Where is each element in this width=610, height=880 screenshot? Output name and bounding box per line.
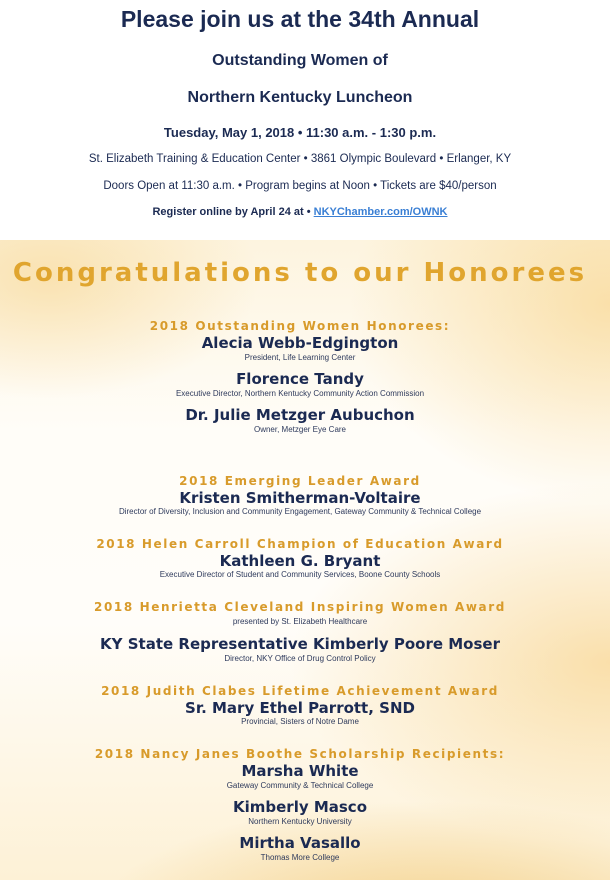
honoree-role: Gateway Community & Technical College [226,781,374,790]
honoree-role: Executive Director, Northern Kentucky Community Action Commission [175,389,425,398]
lifetime-achievement-title: 2018 Judith Clabes Lifetime Achievement Award [101,684,499,698]
invitation-heading: Please join us at the 34th Annual [120,6,480,32]
honoree-name: KY State Representative Kimberly Poore Moser [100,635,500,653]
honoree-name: Kristen Smitherman-Voltaire [179,489,421,507]
honoree-name: Alecia Webb-Edgington [201,334,399,352]
scholarship-title: 2018 Nancy Janes Boothe Scholarship Recipients: [94,747,506,761]
honoree-name: Marsha White [241,762,359,780]
honoree-role: Northern Kentucky University [248,817,352,826]
presented-by: presented by St. Elizabeth Healthcare [232,617,368,626]
honoree-role: Director of Diversity, Inclusion and Community Engagement, Gateway Community & Technical College [118,507,482,516]
event-details-section [0,0,610,240]
event-title-line-2: Northern Kentucky Luncheon [187,89,413,106]
event-ticket-details: Doors Open at 11:30 a.m. • Program begins at Noon • Tickets are $40/person [103,180,497,192]
emerging-leader-title: 2018 Emerging Leader Award [179,474,421,488]
champion-of-education-title: 2018 Helen Carroll Champion of Education Award [96,537,504,551]
inspiring-women-title: 2018 Henrietta Cleveland Inspiring Women Award [94,600,506,614]
honoree-name: Sr. Mary Ethel Parrott, SND [185,699,415,717]
honoree-name: Mirtha Vasallo [239,834,361,852]
honoree-name: Florence Tandy [236,370,364,388]
honoree-role: Executive Director of Student and Community Services, Boone County Schools [159,570,441,579]
honoree-name: Dr. Julie Metzger Aubuchon [185,406,415,424]
honorees-section [0,240,610,880]
honoree-role: Director, NKY Office of Drug Control Policy [224,654,376,663]
event-venue: St. Elizabeth Training & Education Center • 3861 Olympic Boulevard • Erlanger, KY [88,153,512,165]
event-title-line-1: Outstanding Women of [212,52,388,69]
honoree-role: Owner, Metzger Eye Care [253,425,347,434]
honorees-heading: Congratulations to our Honorees [12,258,588,288]
registration-line [0,206,600,218]
honoree-role: President, Life Learning Center [244,353,356,362]
registration-link[interactable]: NKYChamber.com/OWNK [313,206,448,218]
honoree-name: Kimberly Masco [232,798,368,816]
outstanding-women-title: 2018 Outstanding Women Honorees: [149,319,451,333]
event-datetime: Tuesday, May 1, 2018 • 11:30 a.m. - 1:30 p.m. [163,125,437,140]
honoree-name: Kathleen G. Bryant [219,552,381,570]
honoree-role: Provincial, Sisters of Notre Dame [241,717,359,726]
registration-text: Register online by April 24 at • [152,206,314,218]
honoree-role: Thomas More College [260,853,340,862]
